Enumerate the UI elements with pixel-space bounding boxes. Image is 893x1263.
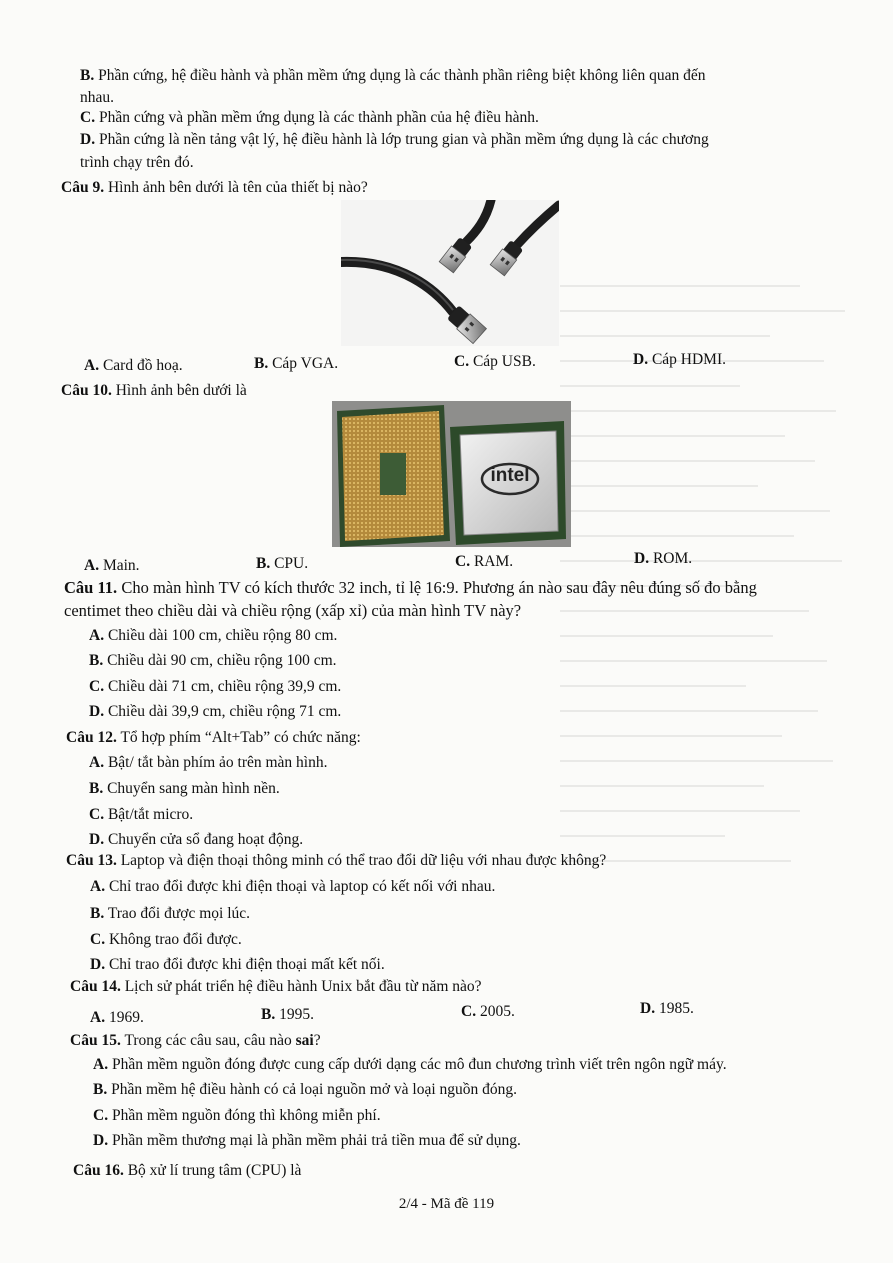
q14-option-c: C. 2005. [461,1003,515,1020]
q12-option-c: C. Bật/tắt micro. [89,806,194,823]
q8-option-c: C. Phần cứng và phần mềm ứng dụng là các thành phần của hệ điều hành. [80,109,539,126]
q9-option-c: C. Cáp USB. [454,353,536,370]
q8-option-d-line1: D. Phần cứng là nền tảng vật lý, hệ điều hành là lớp trung gian và phần mềm ứng dụng là các chương [80,131,709,148]
q13-option-d: D. Chỉ trao đổi được khi điện thoại mất kết nối. [90,956,385,973]
intel-logo: intel [490,465,530,486]
q8-option-b-line2: nhau. [80,89,115,106]
cpu-image [332,401,571,547]
q14-stem: Câu 14. Lịch sử phát triển hệ điều hành Unix bắt đầu từ năm nào? [70,978,482,995]
q15-stem: Câu 15. Trong các câu sau, câu nào sai? [70,1032,321,1049]
q10-option-c: C. RAM. [455,553,514,570]
q11-stem-line2: centimet theo chiều dài và chiều rộng (xấp xỉ) của màn hình TV này? [64,601,522,620]
q10-stem: Câu 10. Hình ảnh bên dưới là [61,382,247,399]
q12-option-a: A. Bật/ tắt bàn phím ảo trên màn hình. [89,754,328,771]
q13-stem: Câu 13. Laptop và điện thoại thông minh có thể trao đổi dữ liệu với nhau được không? [66,852,607,869]
q9-stem: Câu 9. Hình ảnh bên dưới là tên của thiết bị nào? [61,179,368,196]
q15-option-b: B. Phần mềm hệ điều hành có cả loại nguồn mở và loại nguồn đóng. [93,1081,518,1098]
q14-option-b: B. 1995. [261,1006,314,1023]
bleed-through-texture [560,285,860,935]
q10-option-a: A. Main. [84,557,140,574]
q11-option-a: A. Chiều dài 100 cm, chiều rộng 80 cm. [89,627,338,644]
q12-option-b: B. Chuyển sang màn hình nền. [89,780,280,797]
q11-option-d: D. Chiều dài 39,9 cm, chiều rộng 71 cm. [89,703,342,720]
q15-option-d: D. Phần mềm thương mại là phần mềm phải trả tiền mua để sử dụng. [93,1132,521,1149]
q15-option-a: A. Phần mềm nguồn đóng được cung cấp dưới dạng các mô đun chương trình viết trên ngôn ngữ máy. [93,1056,727,1073]
q13-option-a: A. Chỉ trao đổi được khi điện thoại và laptop có kết nối với nhau. [90,878,496,895]
q14-option-a: A. 1969. [90,1009,144,1026]
page-footer: 2/4 - Mã đề 119 [398,1196,495,1212]
q10-option-d: D. ROM. [634,550,693,567]
q12-stem: Câu 12. Tổ hợp phím “Alt+Tab” có chức năng: [66,729,361,746]
q10-option-b: B. CPU. [256,555,309,572]
q11-stem-line1: Câu 11. Cho màn hình TV có kích thước 32 inch, tỉ lệ 16:9. Phương án nào sau đây nêu đúng số đo bằng [64,578,757,597]
usb-cable-illustration [341,200,559,346]
q14-option-d: D. 1985. [640,1000,694,1017]
q9-option-d: D. Cáp HDMI. [633,351,727,368]
q13-option-b: B. Trao đổi được mọi lúc. [90,905,250,922]
q13-option-c: C. Không trao đổi được. [90,931,242,948]
usb-cable-image [341,200,559,346]
q15-option-c: C. Phần mềm nguồn đóng thì không miễn phí. [93,1107,381,1124]
q11-option-c: C. Chiều dài 71 cm, chiều rộng 39,9 cm. [89,678,342,695]
q12-option-d: D. Chuyển cửa sổ đang hoạt động. [89,831,304,848]
q11-option-b: B. Chiều dài 90 cm, chiều rộng 100 cm. [89,652,337,669]
q9-option-b: B. Cáp VGA. [254,355,339,372]
q8-option-d-line2: trình chạy trên đó. [80,154,194,171]
q8-option-b-line1: B. Phần cứng, hệ điều hành và phần mềm ứng dụng là các thành phần riêng biệt không liên quan đến [80,67,706,84]
q9-option-a: A. Card đồ hoạ. [84,357,183,374]
q16-stem: Câu 16. Bộ xử lí trung tâm (CPU) là [73,1162,302,1179]
